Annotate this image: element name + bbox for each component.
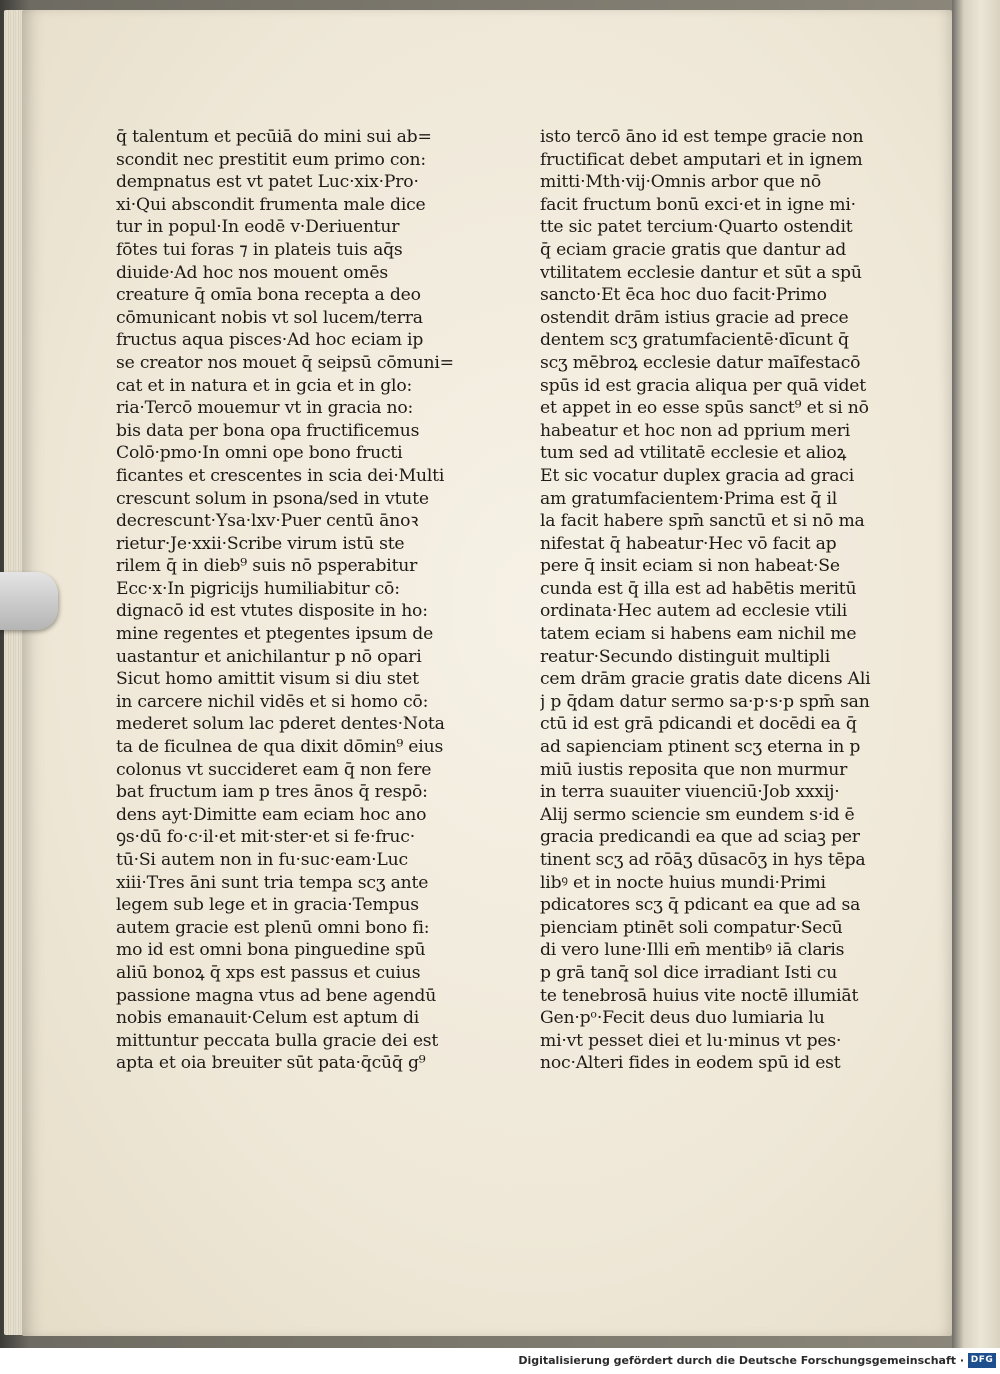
text-line: autem gracie est plenū omni bono fi: bbox=[116, 917, 430, 938]
text-line: rilem q̄ in dieb⁹ suis nō psperabitur bbox=[116, 556, 418, 577]
text-line: tum sed ad vtilitatē ecclesie et alioꝝ bbox=[540, 443, 847, 464]
footer-bar bbox=[0, 1348, 1000, 1374]
text-line: pere q̄ insit eciam si non habeat·Se bbox=[540, 556, 840, 577]
text-line: cem drām gracie gratis date dicens Ali bbox=[540, 669, 871, 690]
text-line: q̄ eciam gracie gratis que dantur ad bbox=[540, 239, 847, 260]
text-line: sancto·Et ēca hoc duo facit·Primo bbox=[540, 285, 827, 306]
facing-page-edge bbox=[952, 0, 1000, 1348]
text-line: xiii·Tres āni sunt tria tempa scʒ ante bbox=[116, 872, 429, 893]
text-column-right bbox=[540, 126, 880, 1075]
text-line: dempnatus est vt patet Luc·xix·Pro· bbox=[116, 172, 419, 193]
text-line: cat et in natura et in gcia et in glo: bbox=[116, 375, 413, 396]
text-line: gracia predicandi ea que ad sciaꝫ per bbox=[540, 827, 860, 848]
text-line: legem sub lege et in gracia·Tempus bbox=[116, 895, 419, 916]
text-line: Ecc·x·In pigricijs humiliabitur cō: bbox=[116, 578, 400, 599]
text-line: colonus vt succideret eam q̄ non fere bbox=[116, 759, 432, 780]
text-line: ad sapienciam ptinent scʒ eterna in p bbox=[540, 737, 861, 758]
text-line: cunda est q̄ illa est ad habētis meritū bbox=[540, 578, 857, 599]
funding-credit: Digitalisierung gefördert durch die Deutsche Forschungsgemeinschaft · bbox=[518, 1354, 964, 1367]
text-line: pienciam ptinēt soli compatur·Secū bbox=[540, 917, 843, 938]
text-line: apta et oia breuiter sūt pata·q̄cūq̄ g⁹ bbox=[116, 1053, 426, 1074]
text-line: ostendit drām istius gracie ad prece bbox=[540, 307, 849, 328]
text-line: q̄ talentum et pecūiā do mini sui ab= bbox=[116, 127, 432, 147]
text-line: bis data per bona opa fructificemus bbox=[116, 420, 420, 441]
text-line: dignacō id est vtutes disposite in ho: bbox=[116, 601, 428, 622]
text-line: vtilitatem ecclesie dantur et sūt a spū bbox=[540, 262, 862, 283]
text-line: facit fructum bonū exci·et in igne mi· bbox=[540, 194, 856, 215]
text-column-left bbox=[116, 126, 466, 1075]
text-line: ria·Tercō mouemur vt in gracia no: bbox=[116, 398, 414, 419]
text-line: mine regentes et ptegentes ipsum de bbox=[116, 624, 434, 645]
text-line: nobis emanauit·Celum est aptum di bbox=[116, 1008, 420, 1029]
text-line: di vero lune·Illi em̄ mentibꝰ iā claris bbox=[540, 940, 845, 961]
text-line: diuide·Ad hoc nos mouent omēs bbox=[116, 262, 388, 283]
text-line: decrescunt·Ysa·lxv·Puer centū ānoꝛ bbox=[116, 511, 419, 532]
text-line: Et sic vocatur duplex gracia ad graci bbox=[540, 465, 855, 486]
text-line: spūs id est gracia aliqua per quā videt bbox=[540, 375, 866, 396]
text-line: am gratumfacientem·Prima est q̄ il bbox=[540, 488, 838, 509]
text-line: tatem eciam si habens eam nichil me bbox=[540, 624, 857, 645]
text-line: et appet in eo esse spūs sanct⁹ et si nō bbox=[540, 398, 869, 419]
text-line: se creator nos mouet q̄ seipsū cōmuni= bbox=[116, 352, 454, 373]
text-line: mi·vt pesset diei et lu·minus vt pes· bbox=[540, 1030, 842, 1051]
text-line: rietur·Je·xxii·Scribe virum istū ste bbox=[116, 533, 405, 554]
text-line: Gen·pᵒ·Fecit deus duo lumiaria lu bbox=[540, 1008, 825, 1029]
text-line: tinent scʒ ad rōāʒ dūsacōʒ in hys tēpa bbox=[540, 850, 866, 870]
text-line: creature q̄ omīa bona recepta a deo bbox=[116, 285, 421, 306]
text-line: miū iustis reposita que non murmur bbox=[540, 759, 848, 780]
text-line: dentem scʒ gratumfacientē·dīcunt q̄ bbox=[540, 330, 849, 351]
text-line: tte sic patet tercium·Quarto ostendit bbox=[540, 217, 853, 238]
text-line: ta de ficulnea de qua dixit dōmin⁹ eius bbox=[116, 737, 444, 758]
text-line: la facit habere spm̄ sanctū et si nō ma bbox=[540, 511, 865, 532]
text-line: j p q̄dam datur sermo sa·p·s·p spm̄ san bbox=[540, 691, 870, 712]
text-line: p grā tanq̄ sol dice irradiant Isti cu bbox=[540, 962, 838, 983]
text-line: mo id est omni bona pinguedine spū bbox=[116, 940, 426, 961]
text-line: libꝰ et in nocte huius mundi·Primi bbox=[540, 872, 826, 893]
text-line: crescunt solum in psona/sed in vtute bbox=[116, 488, 429, 509]
page-clip bbox=[0, 572, 58, 630]
text-line: scʒ mēbroꝝ ecclesie datur maīfestacō bbox=[540, 352, 861, 373]
text-line: nifestat q̄ habeatur·Hec vō facit ap bbox=[540, 533, 837, 554]
text-line: Sicut homo amittit visum si diu stet bbox=[116, 669, 419, 690]
text-line: passione magna vtus ad bene agendū bbox=[116, 985, 437, 1006]
text-line: reatur·Secundo distinguit multipli bbox=[540, 646, 831, 667]
text-line: Alij sermo sciencie sm eundem s·id ē bbox=[540, 804, 855, 825]
text-line: ꝯs·dū fo·c·il·et mit·ster·et si fe·fruc· bbox=[116, 827, 415, 848]
text-line: noc·Alteri fides in eodem spū id est bbox=[540, 1053, 841, 1074]
text-line: pdicatores scʒ q̄ pdicant ea que ad sa bbox=[540, 895, 861, 916]
text-line: aliū bonoꝝ q̄ xps est passus et cuius bbox=[116, 962, 421, 983]
text-line: dens ayt·Dimitte eam eciam hoc ano bbox=[116, 804, 427, 825]
text-line: Colō·pmo·In omni ope bono fructi bbox=[116, 443, 403, 464]
text-line: isto tercō āno id est tempe gracie non bbox=[540, 127, 864, 147]
text-line: fructus aqua pisces·Ad hoc eciam ip bbox=[116, 330, 424, 351]
text-line: scondit nec prestitit eum primo con: bbox=[116, 149, 426, 170]
text-line: cōmunicant nobis vt sol lucem/terra bbox=[116, 307, 423, 328]
text-line: ctū id est grā pdicandi et docēdi ea q̄ bbox=[540, 714, 857, 735]
text-line: habeatur et hoc non ad pprium meri bbox=[540, 420, 851, 441]
text-line: xi·Qui abscondit frumenta male dice bbox=[116, 194, 426, 215]
text-line: tū·Si autem non in fu·suc·eam·Luc bbox=[116, 850, 408, 870]
text-line: mittuntur peccata bulla gracie dei est bbox=[116, 1030, 439, 1051]
text-line: bat fructum iam p tres ānos q̄ respō: bbox=[116, 782, 428, 803]
text-line: in carcere nichil vidēs et si homo cō: bbox=[116, 691, 429, 712]
text-line: fructificat debet amputari et in ignem bbox=[540, 149, 863, 170]
text-line: uastantur et anichilantur p nō opari bbox=[116, 646, 422, 667]
dfg-logo: DFG bbox=[968, 1353, 996, 1368]
text-line: ficantes et crescentes in scia dei·Multi bbox=[116, 465, 445, 486]
text-line: in terra suauiter viuenciū·Job xxxij· bbox=[540, 782, 840, 803]
text-line: tur in popul·In eodē v·Deriuentur bbox=[116, 217, 400, 238]
text-line: ordinata·Hec autem ad ecclesie vtili bbox=[540, 601, 848, 622]
text-line: mederet solum lac pderet dentes·Nota bbox=[116, 714, 445, 735]
text-line: fōtes tui foras ⁊ in plateis tuis aq̄s bbox=[116, 239, 403, 260]
text-line: mitti·Mth·vij·Omnis arbor que nō bbox=[540, 172, 822, 193]
text-line: te tenebrosā huius vite noctē illumiāt bbox=[540, 985, 859, 1006]
